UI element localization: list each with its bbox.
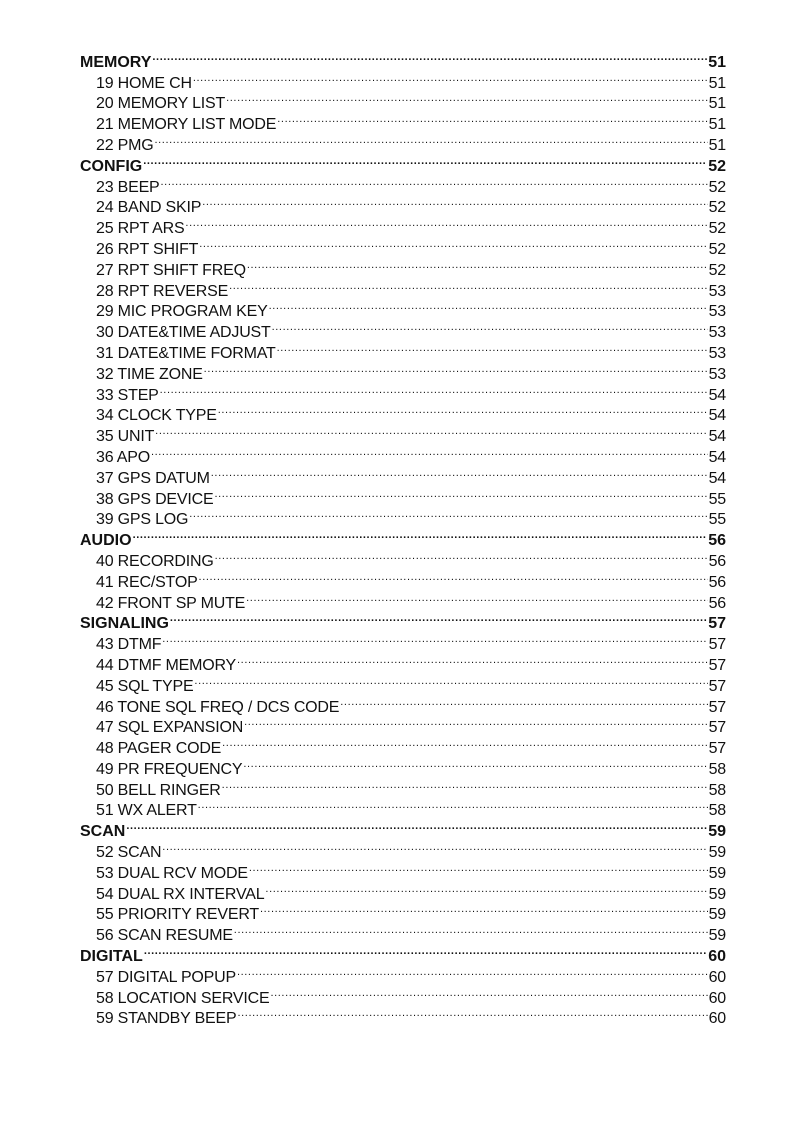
toc-entry[interactable]	[80, 129, 726, 154]
dot-leader	[185, 212, 707, 233]
dot-leader	[144, 940, 707, 961]
toc-page-number: 57	[708, 719, 726, 737]
toc-page-number: 57	[708, 656, 726, 674]
toc-label: 33 STEP	[96, 386, 159, 404]
toc-page-number: 57	[708, 740, 726, 758]
toc-label: 38 GPS DEVICE	[96, 490, 214, 508]
toc-label: 43 DTMF	[96, 636, 162, 654]
toc-page-number: 54	[708, 448, 726, 466]
toc-page-number: 56	[708, 573, 726, 591]
toc-page-number: 54	[708, 407, 726, 425]
toc-page-number: 60	[708, 989, 726, 1007]
toc-section-heading[interactable]	[80, 46, 726, 71]
toc-label: 29 MIC PROGRAM KEY	[96, 303, 268, 321]
toc-page-number: 52	[708, 199, 726, 217]
toc-page-number: 51	[708, 116, 726, 134]
toc-page-number: 56	[708, 552, 726, 570]
toc-page-number: 53	[708, 365, 726, 383]
dot-leader	[162, 628, 707, 649]
toc-label: 42 FRONT SP MUTE	[96, 594, 246, 612]
toc-label: 49 PR FREQUENCY	[96, 760, 243, 778]
dot-leader	[194, 670, 707, 691]
toc-entry[interactable]	[80, 400, 726, 425]
dot-leader	[155, 129, 708, 150]
toc-label: 41 REC/STOP	[96, 573, 198, 591]
dot-leader	[234, 919, 708, 940]
toc-page-number: 58	[708, 802, 726, 820]
dot-leader	[226, 88, 707, 109]
toc-entry[interactable]	[80, 462, 726, 487]
toc-section-heading[interactable]	[80, 524, 726, 550]
toc-label: 59 STANDBY BEEP	[96, 1010, 237, 1028]
toc-label: SCAN	[80, 823, 126, 841]
toc-page-number: 57	[708, 677, 726, 695]
toc-section-heading[interactable]	[80, 940, 726, 966]
dot-leader	[272, 316, 708, 337]
toc-label: 23 BEEP	[96, 178, 160, 196]
toc-entry[interactable]	[80, 420, 726, 446]
toc-page-number: 57	[708, 615, 726, 633]
dot-leader	[189, 504, 707, 525]
dot-leader	[265, 878, 707, 899]
dot-leader	[204, 358, 708, 379]
toc-label: 19 HOME CH	[96, 74, 192, 92]
toc-label: MEMORY	[80, 53, 152, 71]
toc-label: 47 SQL EXPANSION	[96, 719, 244, 737]
toc-entry[interactable]	[80, 441, 726, 466]
dot-leader	[160, 379, 708, 400]
toc-page-number: 52	[708, 261, 726, 279]
dot-leader	[161, 171, 708, 192]
toc-section-heading[interactable]	[80, 150, 726, 175]
dot-leader	[199, 233, 707, 254]
toc-page-number: 59	[708, 823, 726, 841]
dot-leader	[249, 857, 708, 878]
toc-label: AUDIO	[80, 532, 132, 550]
toc-page-number: 59	[708, 844, 726, 862]
toc-page-number: 58	[708, 760, 726, 778]
dot-leader	[247, 254, 708, 275]
dot-leader	[244, 712, 708, 733]
dot-leader	[133, 524, 708, 545]
dot-leader	[143, 150, 707, 171]
toc-label: 56 SCAN RESUME	[96, 927, 233, 945]
toc-page-number: 51	[708, 136, 726, 154]
toc-page-number: 52	[708, 220, 726, 238]
toc-page-number: 58	[708, 781, 726, 799]
toc-page-number: 54	[708, 428, 726, 446]
toc-page-number: 54	[708, 386, 726, 404]
toc-label: CONFIG	[80, 157, 143, 175]
toc-page-number: 57	[708, 636, 726, 654]
toc-label: 52 SCAN	[96, 844, 162, 862]
toc-section-heading[interactable]	[80, 608, 726, 633]
dot-leader	[237, 1003, 707, 1024]
toc-page-number: 60	[708, 948, 726, 966]
toc-label: 37 GPS DATUM	[96, 469, 210, 487]
toc-label: 27 RPT SHIFT FREQ	[96, 261, 246, 279]
toc-label: 50 BELL RINGER	[96, 781, 221, 799]
toc-label: 32 TIME ZONE	[96, 365, 203, 383]
toc-label: 45 SQL TYPE	[96, 677, 194, 695]
toc-entry[interactable]	[80, 67, 726, 92]
toc-label: DIGITAL	[80, 948, 143, 966]
dot-leader	[211, 462, 708, 483]
toc-label: 22 PMG	[96, 136, 154, 154]
dot-leader	[269, 296, 708, 317]
toc-label: 24 BAND SKIP	[96, 199, 202, 217]
dot-leader	[222, 732, 707, 753]
dot-leader	[277, 337, 708, 358]
table-of-contents	[80, 46, 726, 1028]
toc-label: 53 DUAL RCV MODE	[96, 864, 248, 882]
toc-label: 46 TONE SQL FREQ / DCS CODE	[96, 698, 340, 716]
toc-entry[interactable]	[80, 857, 726, 882]
toc-entry[interactable]	[80, 192, 726, 217]
dot-leader	[340, 691, 707, 712]
toc-entry[interactable]	[80, 171, 726, 196]
toc-page-number: 53	[708, 282, 726, 300]
toc-page-number: 52	[708, 178, 726, 196]
toc-label: 39 GPS LOG	[96, 511, 189, 529]
dot-leader	[162, 836, 707, 857]
dot-leader	[260, 899, 708, 920]
toc-entry[interactable]	[80, 649, 726, 674]
toc-page-number: 55	[708, 511, 726, 529]
dot-leader	[277, 108, 707, 129]
toc-label: 20 MEMORY LIST	[96, 95, 226, 113]
toc-label: 57 DIGITAL POPUP	[96, 968, 236, 986]
toc-entry[interactable]	[80, 379, 726, 404]
toc-label: 55 PRIORITY REVERT	[96, 906, 259, 924]
toc-page-number: 54	[708, 469, 726, 487]
dot-leader	[126, 815, 707, 836]
dot-leader	[237, 961, 708, 982]
toc-page-number: 55	[708, 490, 726, 508]
toc-label: 40 RECORDING	[96, 552, 214, 570]
dot-leader	[270, 982, 707, 1003]
toc-label: 54 DUAL RX INTERVAL	[96, 885, 265, 903]
toc-page-number: 52	[708, 240, 726, 258]
toc-entry[interactable]	[80, 545, 726, 570]
dot-leader	[237, 649, 708, 670]
toc-label: 28 RPT REVERSE	[96, 282, 229, 300]
dot-leader	[215, 545, 708, 566]
toc-label: 48 PAGER CODE	[96, 740, 222, 758]
toc-entry[interactable]	[80, 836, 726, 862]
dot-leader	[198, 795, 708, 816]
toc-page-number: 51	[708, 53, 726, 71]
toc-page-number: 59	[708, 885, 726, 903]
toc-page-number: 59	[708, 864, 726, 882]
toc-page-number: 52	[708, 157, 726, 175]
dot-leader	[155, 420, 707, 441]
toc-page-number: 59	[708, 906, 726, 924]
dot-leader	[170, 608, 707, 629]
dot-leader	[246, 587, 707, 608]
toc-page-number: 59	[708, 927, 726, 945]
toc-label: 58 LOCATION SERVICE	[96, 989, 270, 1007]
toc-page-number: 53	[708, 324, 726, 342]
toc-label: 34 CLOCK TYPE	[96, 407, 217, 425]
toc-label: 36 APO	[96, 448, 150, 466]
toc-page-number: 56	[708, 594, 726, 612]
toc-label: 26 RPT SHIFT	[96, 240, 199, 258]
toc-label: 51 WX ALERT	[96, 802, 197, 820]
toc-page-number: 53	[708, 303, 726, 321]
dot-leader	[151, 441, 708, 462]
dot-leader	[202, 192, 707, 213]
dot-leader	[229, 275, 708, 296]
dot-leader	[199, 566, 708, 587]
toc-label: 31 DATE&TIME FORMAT	[96, 344, 276, 362]
dot-leader	[243, 753, 707, 774]
toc-page-number: 51	[708, 74, 726, 92]
dot-leader	[152, 46, 707, 67]
toc-page-number: 57	[708, 698, 726, 716]
toc-label: 44 DTMF MEMORY	[96, 656, 237, 674]
toc-page-number: 56	[708, 532, 726, 550]
dot-leader	[193, 67, 708, 88]
toc-page-number: 60	[708, 968, 726, 986]
toc-page-number: 51	[708, 95, 726, 113]
toc-page-number: 53	[708, 344, 726, 362]
toc-label: 25 RPT ARS	[96, 220, 185, 238]
toc-page-number: 60	[708, 1010, 726, 1028]
toc-label: 35 UNIT	[96, 428, 155, 446]
toc-entry[interactable]	[80, 628, 726, 654]
toc-label: 30 DATE&TIME ADJUST	[96, 324, 271, 342]
toc-label: 21 MEMORY LIST MODE	[96, 116, 277, 134]
toc-section-heading[interactable]	[80, 815, 726, 841]
dot-leader	[222, 774, 708, 795]
dot-leader	[218, 400, 708, 421]
toc-label: SIGNALING	[80, 615, 169, 633]
dot-leader	[214, 483, 707, 504]
toc-entry[interactable]	[80, 961, 726, 986]
